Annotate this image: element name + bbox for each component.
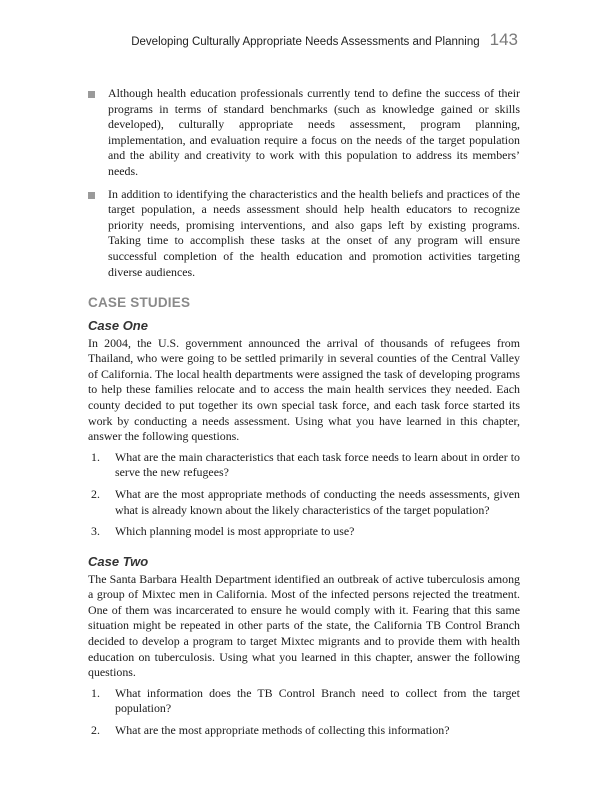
running-title: Developing Culturally Appropriate Needs Assessments and Planning: [131, 36, 480, 48]
running-head: [131, 30, 518, 50]
question-number: 2.: [91, 486, 100, 501]
question-text: What information does the TB Control Branch need to collect from the target population?: [115, 685, 520, 716]
question-text: What are the most appropriate methods of collecting this information?: [115, 722, 450, 737]
question-item: [88, 487, 520, 518]
case-two-paragraph: The Santa Barbara Health Department identified an outbreak of active tuberculosis among a group of Mixtec men in California. Most of the infected persons rejected the treatment. One of them was incarcerated to ensure he would comply with it. Fearing that this same situation might be repeated in other parts of the state, the California TB Control Branch decided to develop a program to target Mixtec migrants and to provide them with health education on tuberculosis. Using what you learned in this chapter, answer the following questions.: [88, 571, 520, 680]
question-item: [88, 450, 520, 481]
case-two-title: Case Two: [88, 554, 149, 569]
case-one-paragraph: In 2004, the U.S. government announced the arrival of thousands of refugees from Thailand, who were going to be settled primarily in several counties of the Central Valley of California. The local health departments were assigned the task of developing programs to help these families relocate and to access the main health services they needed. Each county decided to put together its own special task force, and each task force started its work by conducting a needs assessment. Using what you have learned in this chapter, answer the following questions.: [88, 335, 520, 444]
summary-bullet-text: Although health education professionals currently tend to define the success of their programs in terms of standard benchmarks (such as knowledge gained or skills developed), culturally appropriate needs assessment, program planning, implementation, and evaluation require a focus on the needs of the target population and the ability and creativity to work with this population to address its members’ needs.: [108, 86, 520, 178]
question-text: Which planning model is most appropriate to use?: [115, 524, 355, 539]
question-number: 1.: [91, 685, 100, 700]
case-two: [88, 554, 520, 745]
summary-bullet: [88, 187, 520, 281]
question-item: [88, 723, 520, 739]
case-one-title: Case One: [88, 318, 148, 333]
page-number: 143: [489, 30, 518, 49]
case-one: [88, 318, 520, 546]
question-number: 2.: [91, 722, 100, 737]
question-item: [88, 686, 520, 717]
question-number: 1.: [91, 449, 100, 464]
question-item: [88, 524, 520, 540]
summary-bullet: [88, 86, 520, 180]
question-text: What are the main characteristics that each task force needs to learn about in order to serve the new refugees?: [115, 449, 520, 480]
summary-bullet-text: In addition to identifying the characteristics and the health beliefs and practices of the target population, a needs assessment should help health educators to recognize priority needs, promising interventions, and also gaps left by existing programs. Taking time to accomplish these tasks at the onset of any program will ensure successful completion of the health education and promotion activities targeting diverse audiences.: [108, 186, 520, 279]
case-one-questions: [88, 450, 520, 540]
summary-bullet-list: [88, 86, 520, 287]
case-two-questions: [88, 686, 520, 739]
square-bullet-icon: [88, 91, 95, 98]
question-number: 3.: [91, 524, 100, 539]
square-bullet-icon: [88, 192, 95, 199]
question-text: What are the most appropriate methods of conducting the needs assessments, given what is already known about the likely characteristics of the target population?: [115, 486, 520, 517]
section-heading: CASE STUDIES: [88, 295, 191, 310]
